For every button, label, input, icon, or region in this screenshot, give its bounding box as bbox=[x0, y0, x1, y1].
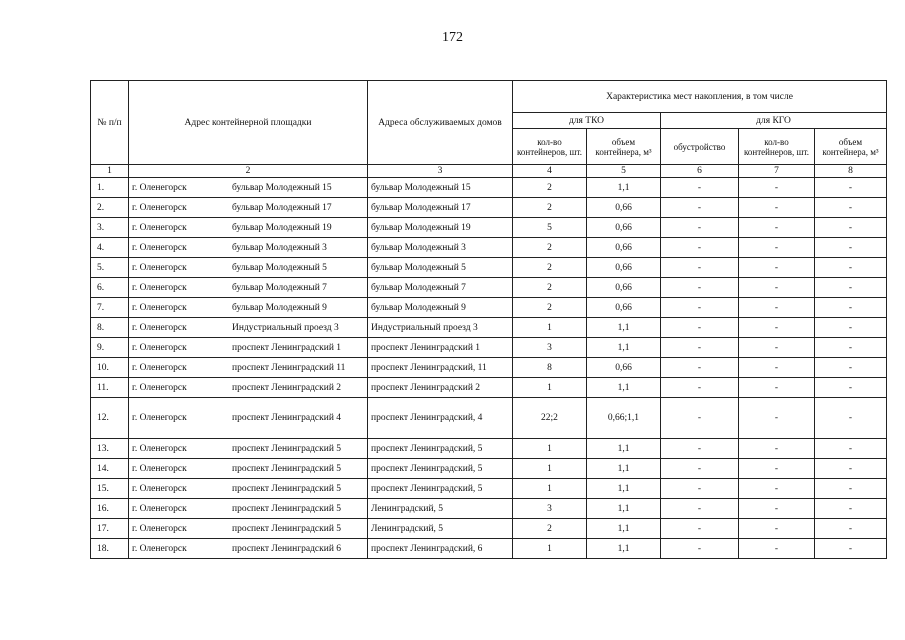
site-street: проспект Ленинградский 5 bbox=[232, 483, 342, 494]
column-number: 3 bbox=[368, 165, 513, 178]
table-row bbox=[91, 459, 887, 479]
row-number: 16. bbox=[91, 499, 129, 519]
kgo-count: - bbox=[739, 519, 815, 539]
kgo-equipment: - bbox=[661, 318, 739, 338]
tko-count: 2 bbox=[513, 198, 587, 218]
table-row bbox=[91, 278, 887, 298]
header-served-houses: Адреса обслуживаемых домов bbox=[368, 81, 513, 165]
tko-volume: 0,66 bbox=[587, 238, 661, 258]
site-city: г. Оленегорск bbox=[132, 222, 187, 233]
site-street: проспект Ленинградский 5 bbox=[232, 523, 342, 534]
kgo-volume: - bbox=[815, 398, 887, 439]
site-city: г. Оленегорск bbox=[132, 503, 187, 514]
kgo-count: - bbox=[739, 398, 815, 439]
site-city: г. Оленегорск bbox=[132, 382, 187, 393]
tko-count: 2 bbox=[513, 278, 587, 298]
kgo-equipment: - bbox=[661, 238, 739, 258]
page-number: 172 bbox=[442, 30, 463, 45]
kgo-equipment: - bbox=[661, 519, 739, 539]
site-street: бульвар Молодежный 17 bbox=[232, 202, 332, 213]
kgo-count: - bbox=[739, 539, 815, 559]
row-number: 18. bbox=[91, 539, 129, 559]
kgo-count: - bbox=[739, 358, 815, 378]
row-number: 12. bbox=[91, 398, 129, 439]
kgo-count: - bbox=[739, 318, 815, 338]
tko-count: 5 bbox=[513, 218, 587, 238]
tko-count: 1 bbox=[513, 539, 587, 559]
site-address-cell bbox=[129, 398, 368, 439]
table-row bbox=[91, 479, 887, 499]
column-number: 5 bbox=[587, 165, 661, 178]
served-houses: проспект Ленинградский, 11 bbox=[368, 358, 513, 378]
table-row bbox=[91, 539, 887, 559]
header-address: Адрес контейнерной площадки bbox=[129, 81, 368, 165]
site-street: проспект Ленинградский 1 bbox=[232, 342, 342, 353]
kgo-volume: - bbox=[815, 479, 887, 499]
kgo-equipment: - bbox=[661, 338, 739, 358]
table-row bbox=[91, 178, 887, 198]
tko-volume: 0,66 bbox=[587, 258, 661, 278]
table-row bbox=[91, 258, 887, 278]
tko-count: 1 bbox=[513, 318, 587, 338]
tko-volume: 0,66 bbox=[587, 298, 661, 318]
site-city: г. Оленегорск bbox=[132, 463, 187, 474]
column-number: 4 bbox=[513, 165, 587, 178]
site-address-cell bbox=[129, 338, 368, 358]
tko-count: 2 bbox=[513, 258, 587, 278]
site-city: г. Оленегорск bbox=[132, 483, 187, 494]
site-street: бульвар Молодежный 3 bbox=[232, 242, 327, 253]
row-number: 3. bbox=[91, 218, 129, 238]
kgo-count: - bbox=[739, 439, 815, 459]
kgo-equipment: - bbox=[661, 398, 739, 439]
kgo-volume: - bbox=[815, 378, 887, 398]
tko-volume: 1,1 bbox=[587, 499, 661, 519]
column-number: 2 bbox=[129, 165, 368, 178]
site-address-cell bbox=[129, 358, 368, 378]
served-houses: бульвар Молодежный 15 bbox=[368, 178, 513, 198]
header-tko-count: кол-во контейнеров, шт. bbox=[513, 129, 587, 165]
site-address-cell bbox=[129, 198, 368, 218]
kgo-count: - bbox=[739, 178, 815, 198]
tko-count: 1 bbox=[513, 439, 587, 459]
tko-count: 1 bbox=[513, 378, 587, 398]
kgo-count: - bbox=[739, 459, 815, 479]
kgo-count: - bbox=[739, 378, 815, 398]
kgo-equipment: - bbox=[661, 358, 739, 378]
table-row bbox=[91, 398, 887, 439]
tko-count: 3 bbox=[513, 499, 587, 519]
row-number: 6. bbox=[91, 278, 129, 298]
table-row bbox=[91, 358, 887, 378]
tko-volume: 1,1 bbox=[587, 439, 661, 459]
site-city: г. Оленегорск bbox=[132, 302, 187, 313]
tko-volume: 1,1 bbox=[587, 539, 661, 559]
served-houses: Ленинградский, 5 bbox=[368, 499, 513, 519]
table-row bbox=[91, 519, 887, 539]
site-address-cell bbox=[129, 318, 368, 338]
site-street: проспект Ленинградский 5 bbox=[232, 443, 342, 454]
tko-volume: 1,1 bbox=[587, 338, 661, 358]
kgo-count: - bbox=[739, 198, 815, 218]
site-street: бульвар Молодежный 7 bbox=[232, 282, 327, 293]
kgo-equipment: - bbox=[661, 198, 739, 218]
waste-sites-table bbox=[90, 80, 887, 559]
tko-count: 22;2 bbox=[513, 398, 587, 439]
row-number: 4. bbox=[91, 238, 129, 258]
served-houses: проспект Ленинградский, 6 bbox=[368, 539, 513, 559]
site-address-cell bbox=[129, 218, 368, 238]
tko-volume: 0,66 bbox=[587, 218, 661, 238]
site-address-cell bbox=[129, 499, 368, 519]
row-number: 9. bbox=[91, 338, 129, 358]
site-city: г. Оленегорск bbox=[132, 443, 187, 454]
site-street: бульвар Молодежный 9 bbox=[232, 302, 327, 313]
kgo-volume: - bbox=[815, 198, 887, 218]
kgo-volume: - bbox=[815, 338, 887, 358]
table-row bbox=[91, 338, 887, 358]
kgo-equipment: - bbox=[661, 298, 739, 318]
served-houses: бульвар Молодежный 9 bbox=[368, 298, 513, 318]
site-address-cell bbox=[129, 178, 368, 198]
site-street: бульвар Молодежный 5 bbox=[232, 262, 327, 273]
site-city: г. Оленегорск bbox=[132, 413, 187, 423]
table-row bbox=[91, 318, 887, 338]
served-houses: проспект Ленинградский 1 bbox=[368, 338, 513, 358]
tko-count: 1 bbox=[513, 479, 587, 499]
tko-volume: 1,1 bbox=[587, 178, 661, 198]
served-houses: бульвар Молодежный 5 bbox=[368, 258, 513, 278]
row-number: 5. bbox=[91, 258, 129, 278]
column-number: 1 bbox=[91, 165, 129, 178]
kgo-volume: - bbox=[815, 298, 887, 318]
site-street: бульвар Молодежный 19 bbox=[232, 222, 332, 233]
kgo-volume: - bbox=[815, 459, 887, 479]
table-row bbox=[91, 198, 887, 218]
kgo-count: - bbox=[739, 338, 815, 358]
kgo-volume: - bbox=[815, 178, 887, 198]
kgo-equipment: - bbox=[661, 439, 739, 459]
kgo-equipment: - bbox=[661, 178, 739, 198]
column-number: 7 bbox=[739, 165, 815, 178]
table-header bbox=[91, 81, 887, 178]
row-number: 10. bbox=[91, 358, 129, 378]
served-houses: бульвар Молодежный 3 bbox=[368, 238, 513, 258]
header-kgo-volume: объем контейнера, м³ bbox=[815, 129, 887, 165]
site-city: г. Оленегорск bbox=[132, 182, 187, 193]
kgo-count: - bbox=[739, 298, 815, 318]
tko-volume: 0,66 bbox=[587, 358, 661, 378]
tko-count: 2 bbox=[513, 519, 587, 539]
kgo-count: - bbox=[739, 479, 815, 499]
site-address-cell bbox=[129, 238, 368, 258]
table-body bbox=[91, 178, 887, 559]
tko-volume: 1,1 bbox=[587, 519, 661, 539]
site-city: г. Оленегорск bbox=[132, 262, 187, 273]
served-houses: проспект Ленинградский, 4 bbox=[368, 398, 513, 439]
tko-volume: 1,1 bbox=[587, 479, 661, 499]
site-address-cell bbox=[129, 479, 368, 499]
kgo-count: - bbox=[739, 238, 815, 258]
site-address-cell bbox=[129, 539, 368, 559]
row-number: 15. bbox=[91, 479, 129, 499]
column-number: 6 bbox=[661, 165, 739, 178]
site-address-cell bbox=[129, 439, 368, 459]
kgo-volume: - bbox=[815, 539, 887, 559]
tko-volume: 0,66 bbox=[587, 198, 661, 218]
site-street: проспект Ленинградский 6 bbox=[232, 543, 342, 554]
site-city: г. Оленегорск bbox=[132, 202, 187, 213]
served-houses: проспект Ленинградский, 5 bbox=[368, 459, 513, 479]
table-row bbox=[91, 499, 887, 519]
row-number: 17. bbox=[91, 519, 129, 539]
site-address-cell bbox=[129, 298, 368, 318]
table-row bbox=[91, 298, 887, 318]
kgo-volume: - bbox=[815, 218, 887, 238]
served-houses: проспект Ленинградский 2 bbox=[368, 378, 513, 398]
served-houses: проспект Ленинградский, 5 bbox=[368, 479, 513, 499]
kgo-equipment: - bbox=[661, 479, 739, 499]
tko-volume: 0,66;1,1 bbox=[587, 398, 661, 439]
kgo-equipment: - bbox=[661, 459, 739, 479]
kgo-volume: - bbox=[815, 358, 887, 378]
tko-volume: 0,66 bbox=[587, 278, 661, 298]
kgo-equipment: - bbox=[661, 278, 739, 298]
site-city: г. Оленегорск bbox=[132, 543, 187, 554]
tko-count: 8 bbox=[513, 358, 587, 378]
served-houses: Ленинградский, 5 bbox=[368, 519, 513, 539]
kgo-count: - bbox=[739, 278, 815, 298]
row-number: 8. bbox=[91, 318, 129, 338]
tko-count: 2 bbox=[513, 178, 587, 198]
header-kgo-equipment: обустройство bbox=[661, 129, 739, 165]
table-row bbox=[91, 238, 887, 258]
tko-count: 1 bbox=[513, 459, 587, 479]
header-kgo-group: для КГО bbox=[661, 113, 887, 129]
tko-count: 2 bbox=[513, 238, 587, 258]
site-address-cell bbox=[129, 459, 368, 479]
kgo-equipment: - bbox=[661, 539, 739, 559]
kgo-equipment: - bbox=[661, 218, 739, 238]
column-number-row bbox=[91, 165, 887, 178]
tko-count: 3 bbox=[513, 338, 587, 358]
site-city: г. Оленегорск bbox=[132, 362, 187, 373]
row-number: 2. bbox=[91, 198, 129, 218]
row-number: 13. bbox=[91, 439, 129, 459]
table-row bbox=[91, 218, 887, 238]
site-city: г. Оленегорск bbox=[132, 322, 187, 333]
served-houses: бульвар Молодежный 19 bbox=[368, 218, 513, 238]
site-address-cell bbox=[129, 378, 368, 398]
site-address-cell bbox=[129, 278, 368, 298]
kgo-volume: - bbox=[815, 318, 887, 338]
header-kgo-count: кол-во контейнеров, шт. bbox=[739, 129, 815, 165]
row-number: 11. bbox=[91, 378, 129, 398]
tko-volume: 1,1 bbox=[587, 459, 661, 479]
tko-count: 2 bbox=[513, 298, 587, 318]
site-street: проспект Ленинградский 5 bbox=[232, 503, 342, 514]
kgo-count: - bbox=[739, 499, 815, 519]
site-city: г. Оленегорск bbox=[132, 523, 187, 534]
header-tko-volume: объем контейнера, м³ bbox=[587, 129, 661, 165]
kgo-equipment: - bbox=[661, 499, 739, 519]
table-row bbox=[91, 439, 887, 459]
site-city: г. Оленегорск bbox=[132, 342, 187, 353]
header-num: № п/п bbox=[91, 81, 129, 165]
kgo-count: - bbox=[739, 258, 815, 278]
kgo-equipment: - bbox=[661, 258, 739, 278]
kgo-volume: - bbox=[815, 278, 887, 298]
column-number: 8 bbox=[815, 165, 887, 178]
row-number: 14. bbox=[91, 459, 129, 479]
site-city: г. Оленегорск bbox=[132, 242, 187, 253]
kgo-count: - bbox=[739, 218, 815, 238]
site-street: проспект Ленинградский 2 bbox=[232, 382, 342, 393]
kgo-volume: - bbox=[815, 519, 887, 539]
site-street: проспект Ленинградский 11 bbox=[232, 362, 346, 373]
table-row bbox=[91, 378, 887, 398]
kgo-volume: - bbox=[815, 258, 887, 278]
kgo-volume: - bbox=[815, 238, 887, 258]
site-street: бульвар Молодежный 15 bbox=[232, 182, 332, 193]
served-houses: проспект Ленинградский, 5 bbox=[368, 439, 513, 459]
kgo-equipment: - bbox=[661, 378, 739, 398]
kgo-volume: - bbox=[815, 439, 887, 459]
header-tko-group: для ТКО bbox=[513, 113, 661, 129]
tko-volume: 1,1 bbox=[587, 318, 661, 338]
tko-volume: 1,1 bbox=[587, 378, 661, 398]
site-street: проспект Ленинградский 4 bbox=[232, 413, 342, 423]
site-street: Индустриальный проезд 3 bbox=[232, 322, 339, 333]
served-houses: бульвар Молодежный 7 bbox=[368, 278, 513, 298]
served-houses: бульвар Молодежный 17 bbox=[368, 198, 513, 218]
site-street: проспект Ленинградский 5 bbox=[232, 463, 342, 474]
row-number: 1. bbox=[91, 178, 129, 198]
kgo-volume: - bbox=[815, 499, 887, 519]
row-number: 7. bbox=[91, 298, 129, 318]
site-city: г. Оленегорск bbox=[132, 282, 187, 293]
site-address-cell bbox=[129, 519, 368, 539]
site-address-cell bbox=[129, 258, 368, 278]
header-characteristics: Характеристика мест накопления, в том числе bbox=[513, 81, 887, 113]
served-houses: Индустриальный проезд 3 bbox=[368, 318, 513, 338]
